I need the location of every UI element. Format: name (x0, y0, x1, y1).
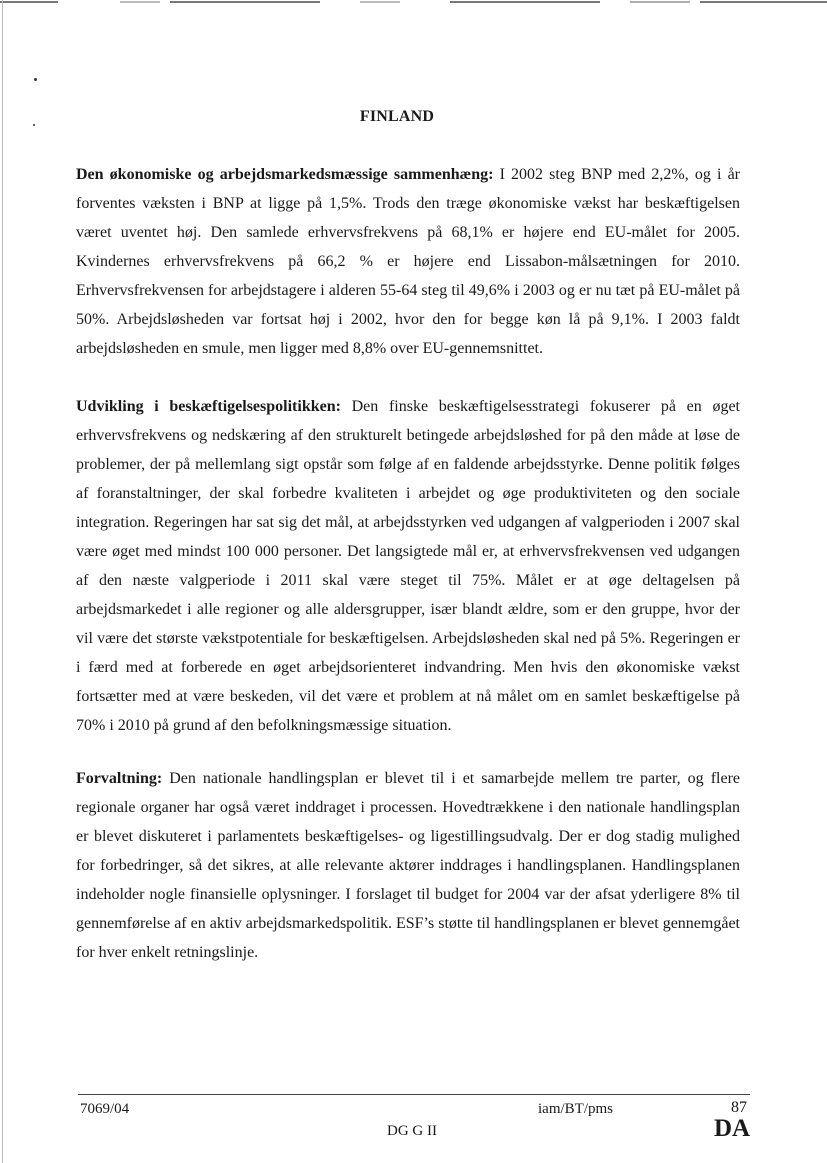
page-title: FINLAND (359, 108, 435, 125)
footer-directorate: DG G II (387, 1123, 437, 1139)
section-body: Den nationale handlingsplan er blevet til i et samarbejde mellem tre parter, og flere regionale organer har også været inddraget i processen. Hovedtrækkene i den nationale handlingsplan er blevet diskuteret i parlamentets beskæftigelses- og ligestillingsudvalg. Der er dog stadig mulighed for forbedringer, så det sikres, at alle relevante aktører inddrages i handlingsplanen. Handlingsplanen indeholder nogle finansielle oplysninger. I forslaget til budget for 2004 var der afsat yderligere 8% til gennemførelse af en aktiv arbejdsmarkedspolitik. ESF’s støtte til handlingsplanen er blevet gennemgået for hver enkelt retningslinje. (76, 770, 740, 961)
section-heading: Udvikling i beskæftigelsespolitikken: (76, 398, 341, 415)
section-economy (76, 160, 740, 363)
section-body: Den finske beskæftigelsesstrategi fokuserer på en øget erhvervsfrekvens og nedskæring af den strukturelt betingede arbejdsløshed for på den måde at løse de problemer, der på mellemlang sigt opstår som følge af en faldende arbejdsstyrke. Denne politik følges af foranstaltninger, der skal forbedre kvaliteten i arbejdet og øge produktiviteten og den sociale integration. Regeringen har sat sig det mål, at arbejdsstyrken ved udgangen af valgperioden i 2007 skal være øget med mindst 100 000 personer. Det langsigtede mål er, at erhvervsfrekvensen ved udgangen af den næste valgperiode i 2011 skal være steget til 75%. Målet er at øge deltagelsen på arbejdsmarkedet i alle regioner og alle aldersgrupper, især blandt ældre, som er den gruppe, hvor der vil være det største vækstpotentiale for beskæftigelsen. Arbejdsløsheden skal ned på 5%. Regeringen er i færd med at forberede en øget arbejdsorienteret indvandring. Men hvis den økonomiske vækst fortsætter med at være beskeden, vil det være et problem at nå målet om en samlet beskæftigelse på 70% i 2010 på grund af den befolkningsmæssige situation. (76, 398, 740, 734)
footer-page-number: 87 (731, 1099, 747, 1116)
section-governance (76, 764, 740, 967)
section-body: I 2002 steg BNP med 2,2%, og i år forventes væksten i BNP at ligge på 1,5%. Trods den træge økonomiske vækst har beskæftigelsen været uventet høj. Den samlede erhvervsfrekvens på 68,1% er højere end EU-målet for 2005. Kvindernes erhvervsfrekvens på 66,2 % er højere end Lissabon-målsætningen for 2010. Erhvervsfrekvensen for arbejdstagere i alderen 55-64 steg til 49,6% i 2003 og er nu tæt på EU-målet på 50%. Arbejdsløsheden var fortsat høj i 2002, hvor den for begge køn lå på 9,1%. I 2003 faldt arbejdsløsheden en smule, men ligger med 8,8% over EU-gennemsnittet. (76, 166, 740, 357)
footer-doc-number: 7069/04 (80, 1101, 130, 1117)
scan-edge-top (0, 0, 827, 8)
footer-divider (78, 1094, 750, 1095)
footer-initials: iam/BT/pms (538, 1101, 613, 1117)
section-employment-policy (76, 392, 740, 740)
section-heading: Forvaltning: (76, 770, 163, 787)
scan-edge-left (2, 0, 3, 1163)
scan-speck (34, 78, 37, 81)
footer-language-code: DA (714, 1115, 751, 1142)
section-heading: Den økonomiske og arbejdsmarkedsmæssige sammenhæng: (76, 166, 494, 183)
